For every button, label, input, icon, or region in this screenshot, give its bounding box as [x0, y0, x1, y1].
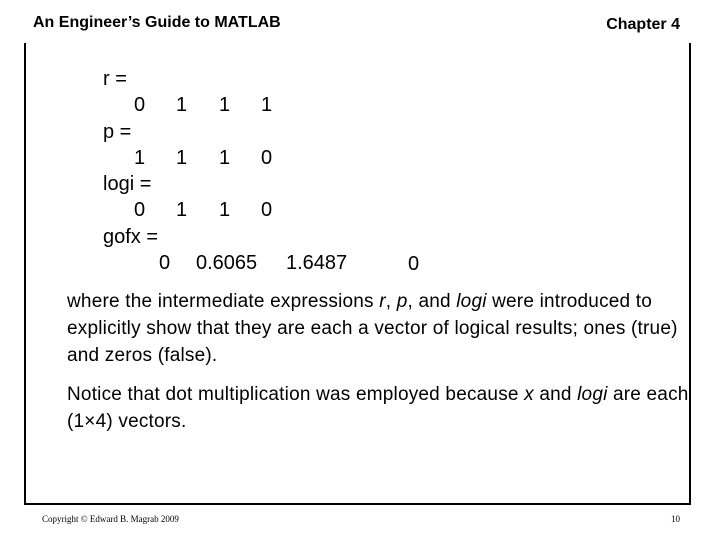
para2-var-x: x — [524, 384, 534, 405]
logi-value: 1 — [176, 199, 188, 221]
para1-text: where the intermediate expressions — [67, 291, 380, 312]
para2-var-logi: logi — [577, 384, 608, 405]
p-value: 1 — [176, 147, 188, 169]
p-value: 0 — [261, 147, 273, 169]
r-value: 1 — [176, 94, 188, 116]
p-value: 1 — [219, 147, 231, 169]
gofx-value: 0 — [408, 253, 420, 275]
slide-header-title: An Engineer’s Guide to MATLAB — [33, 14, 281, 31]
footer-copyright: Copyright © Edward B. Magrab 2009 — [42, 514, 179, 524]
gofx-label: gofx = — [103, 226, 159, 248]
gofx-value: 0 — [159, 252, 171, 274]
gofx-value: 1.6487 — [286, 252, 348, 274]
slide-header-chapter: Chapter 4 — [606, 16, 680, 33]
paragraph-explanation — [67, 288, 697, 369]
r-value: 0 — [134, 94, 146, 116]
r-label: r = — [103, 68, 127, 90]
logi-value: 0 — [134, 199, 146, 221]
para1-var-r: r — [379, 291, 386, 312]
footer-page-number: 10 — [671, 514, 680, 524]
gofx-value: 0.6065 — [196, 252, 258, 274]
logi-value: 0 — [261, 199, 273, 221]
r-value: 1 — [261, 94, 273, 116]
logi-value: 1 — [219, 199, 231, 221]
para1-text: , — [385, 291, 397, 312]
para2-text: and — [533, 384, 578, 405]
para1-text: were introduced to explicitly show that they are each a vector of logical results; ones (true) and zeros (false). — [67, 291, 678, 366]
para2-text: are each (1×4) vectors. — [67, 384, 689, 432]
p-value: 1 — [134, 147, 146, 169]
slide-frame — [24, 43, 691, 505]
p-label: p = — [103, 121, 132, 143]
r-value: 1 — [219, 94, 231, 116]
para1-var-logi: logi — [456, 291, 487, 312]
paragraph-notice — [67, 381, 697, 435]
para1-text: , and — [407, 291, 457, 312]
logi-label: logi = — [103, 173, 152, 195]
para1-var-p: p — [396, 291, 408, 312]
para2-text: Notice that dot multiplication was employed because — [67, 384, 525, 405]
